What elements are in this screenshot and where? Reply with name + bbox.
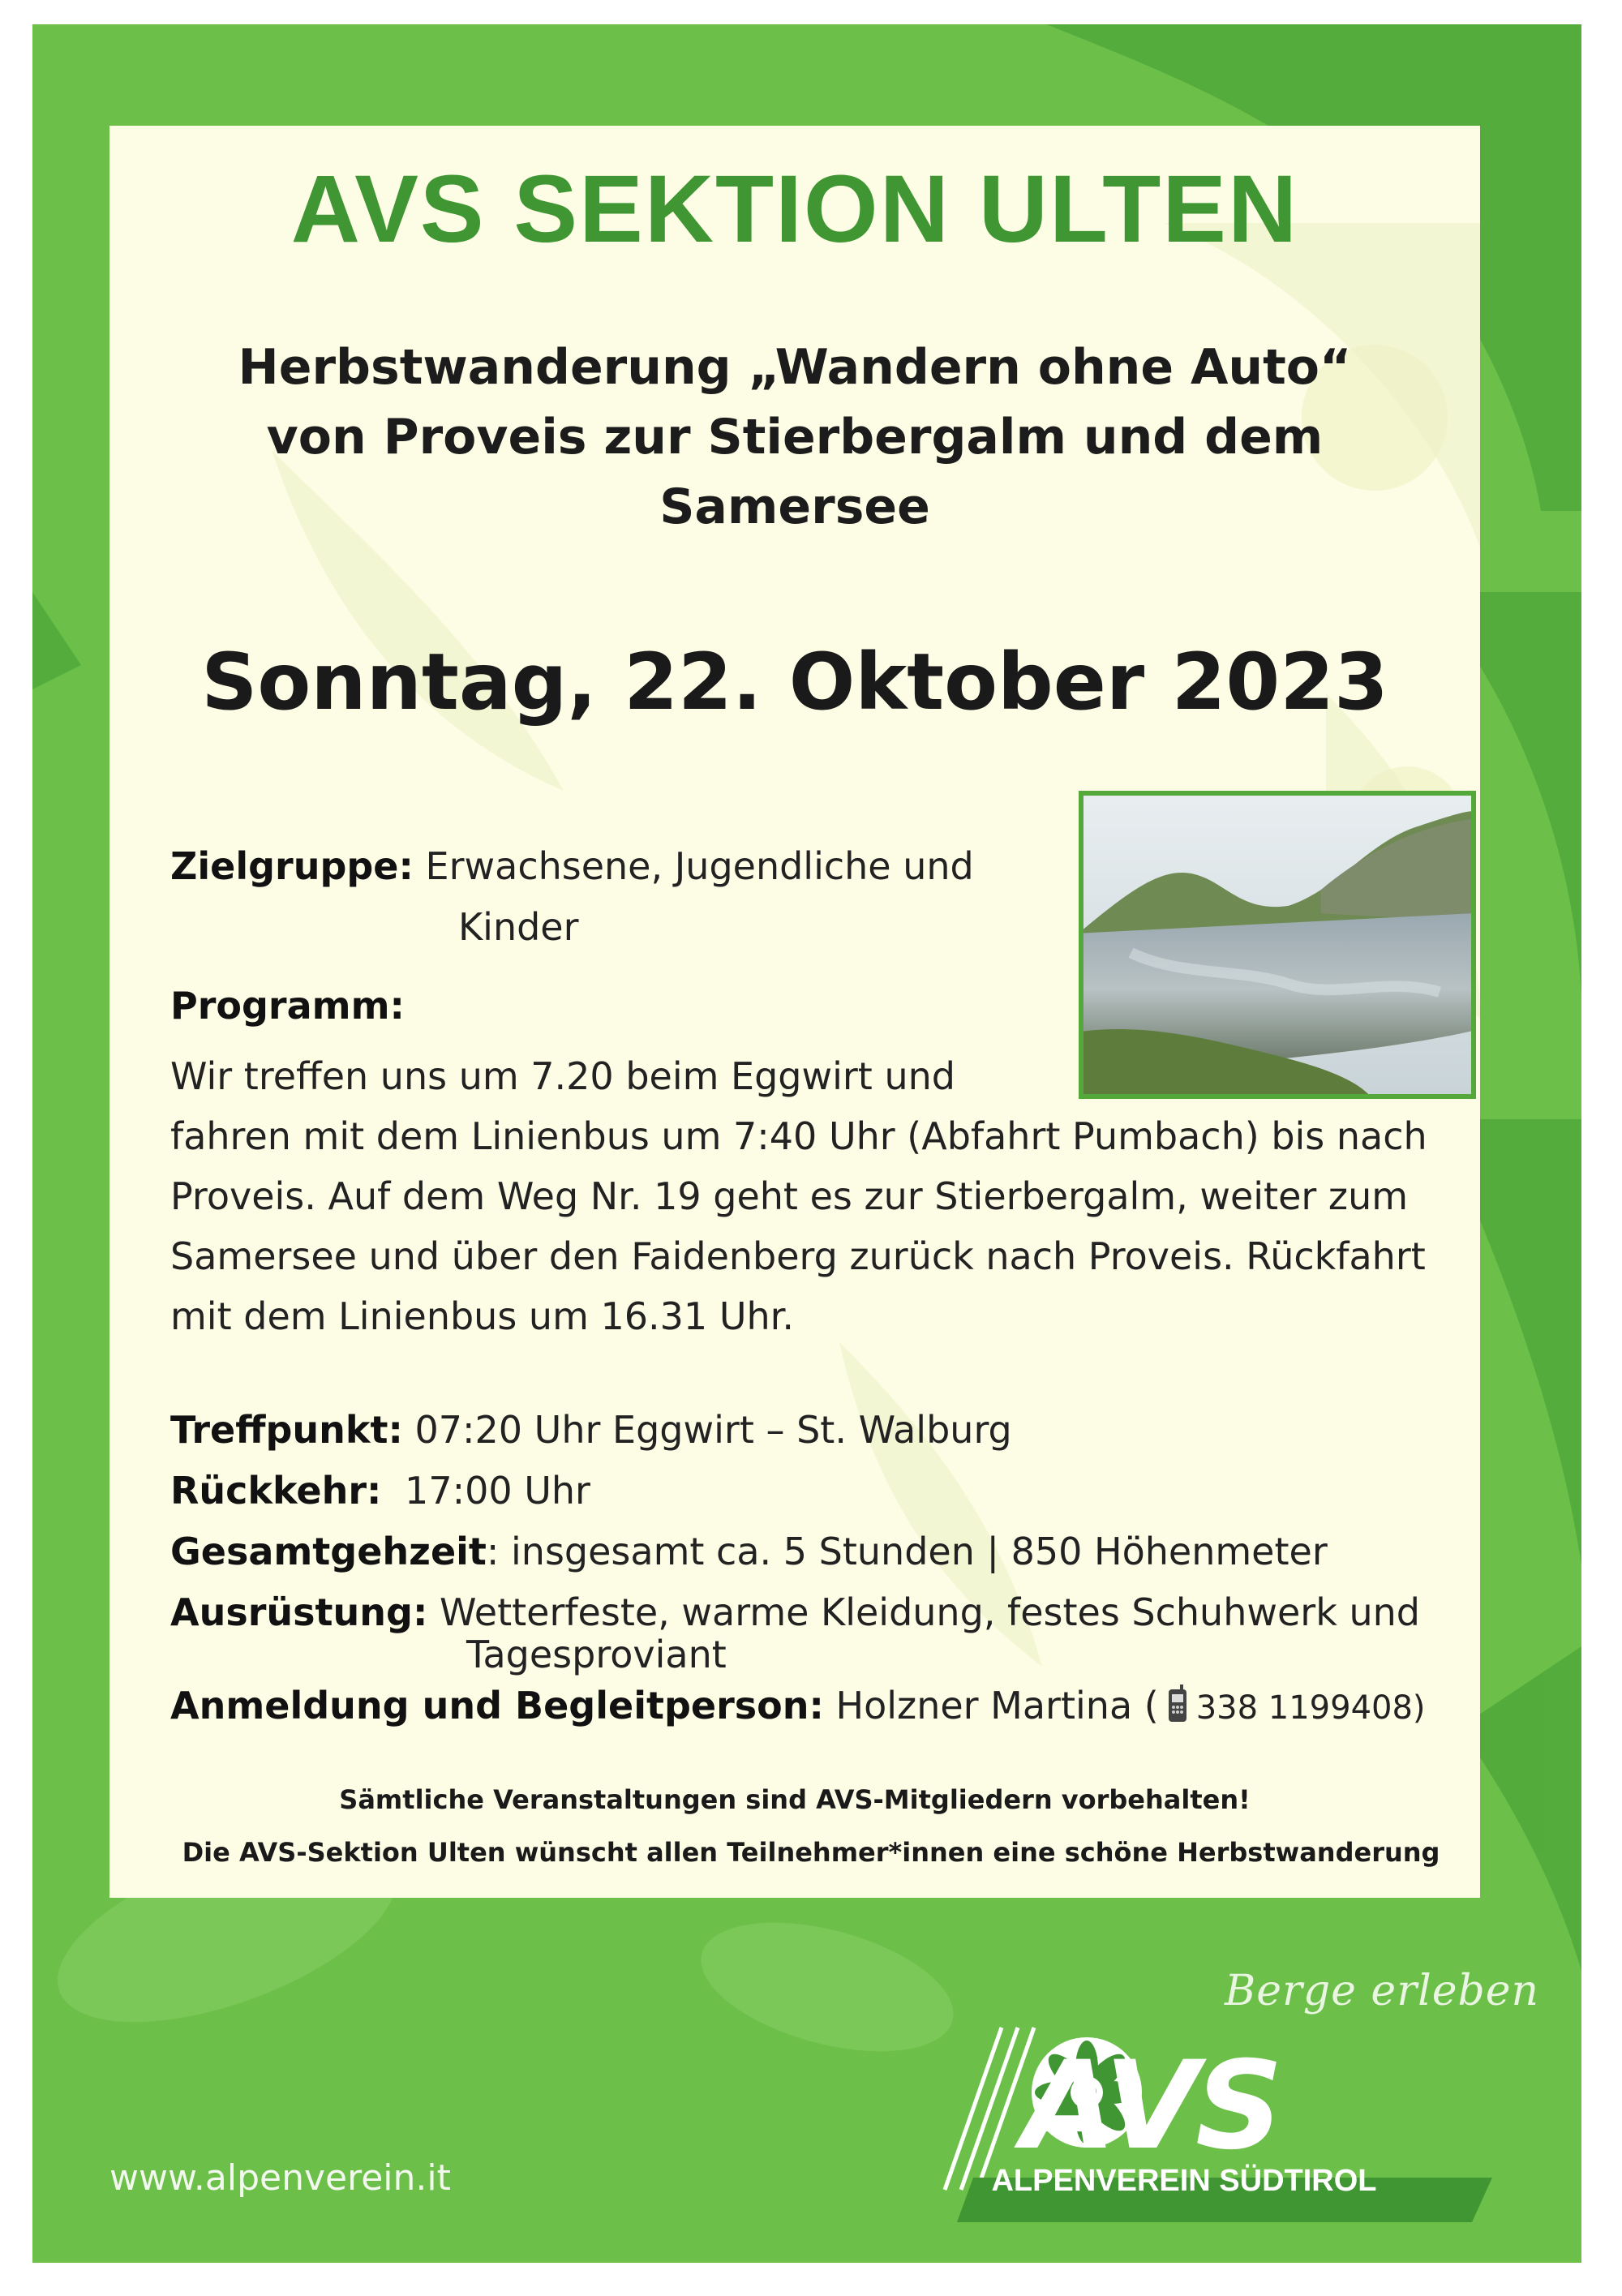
- event-title-line: von Proveis zur Stierbergalm und dem: [266, 409, 1324, 466]
- organization-title: AVS SEKTION ULTEN: [290, 156, 1299, 263]
- programm-line: Samersee und über den Faidenberg zurück nach Proveis. Rückfahrt: [170, 1234, 1426, 1278]
- programm-line: Wir treffen uns um 7.20 beim Eggwirt und: [170, 1054, 955, 1098]
- zielgruppe-row-2: [458, 900, 579, 954]
- anmeldung-value: Holzner Martina (: [835, 1684, 1159, 1727]
- anmeldung-label: Anmeldung und Begleitperson:: [170, 1684, 824, 1727]
- gesamtgehzeit-value: : insgesamt ca. 5 Stunden | 850 Höhenmeter: [486, 1530, 1328, 1573]
- rueckkehr-label: Rückkehr:: [170, 1469, 382, 1513]
- treffpunkt-row: [170, 1403, 1012, 1457]
- zielgruppe-row: [170, 839, 974, 893]
- gesamtgehzeit-label: Gesamtgehzeit: [170, 1530, 487, 1573]
- website-link[interactable]: www.alpenverein.it: [109, 2157, 451, 2199]
- slogan: Berge erleben: [1225, 1967, 1540, 2015]
- event-title: [109, 333, 1480, 542]
- programm-heading: [170, 979, 405, 1032]
- anmeldung-row: [170, 1679, 1426, 1735]
- rueckkehr-value: 17:00 Uhr: [405, 1469, 590, 1513]
- zielgruppe-value: Erwachsene, Jugendliche und: [425, 844, 974, 888]
- phone-icon: [1164, 1684, 1191, 1725]
- event-title-line: Herbstwanderung „Wandern ohne Auto“: [238, 339, 1352, 396]
- zielgruppe-value-2: Kinder: [458, 905, 579, 949]
- programm-label: Programm:: [170, 984, 405, 1028]
- event-title-line: Samersee: [659, 479, 930, 535]
- ausruestung-row: [170, 1586, 1420, 1639]
- programm-line: fahren mit dem Linienbus um 7:40 Uhr (Abfahrt Pumbach) bis nach: [170, 1114, 1427, 1158]
- members-only-note: Sämtliche Veranstaltungen sind AVS-Mitgliedern vorbehalten!: [339, 1784, 1251, 1815]
- ausruestung-label: Ausrüstung:: [170, 1590, 428, 1634]
- event-date: Sonntag, 22. Oktober 2023: [201, 637, 1388, 727]
- anmeldung-phone: 338 1199408): [1195, 1689, 1426, 1727]
- gesamtgehzeit-row: [170, 1525, 1328, 1578]
- logo-subtitle: ALPENVEREIN SÜDTIROL: [991, 2164, 1377, 2198]
- ausruestung-value-2: Tagesproviant: [466, 1633, 727, 1676]
- poster: [32, 24, 1581, 2263]
- treffpunkt-value: 07:20 Uhr Eggwirt – St. Walburg: [414, 1408, 1012, 1452]
- rueckkehr-row: [170, 1464, 590, 1517]
- programm-text: [170, 1046, 1480, 1346]
- ausruestung-row-2: [466, 1628, 727, 1681]
- programm-line: mit dem Linienbus um 16.31 Uhr.: [170, 1294, 794, 1338]
- zielgruppe-label: Zielgruppe:: [170, 844, 414, 888]
- programm-line: Proveis. Auf dem Weg Nr. 19 geht es zur Stierbergalm, weiter zum: [170, 1174, 1409, 1218]
- logo-text: AVS: [1022, 2036, 1281, 2177]
- greeting-note: Die AVS-Sektion Ulten wünscht allen Teilnehmer*innen eine schöne Herbstwanderung: [182, 1837, 1440, 1868]
- content-panel: [109, 126, 1480, 1898]
- treffpunkt-label: Treffpunkt:: [170, 1408, 403, 1452]
- ausruestung-value: Wetterfeste, warme Kleidung, festes Schuhwerk und: [439, 1590, 1420, 1634]
